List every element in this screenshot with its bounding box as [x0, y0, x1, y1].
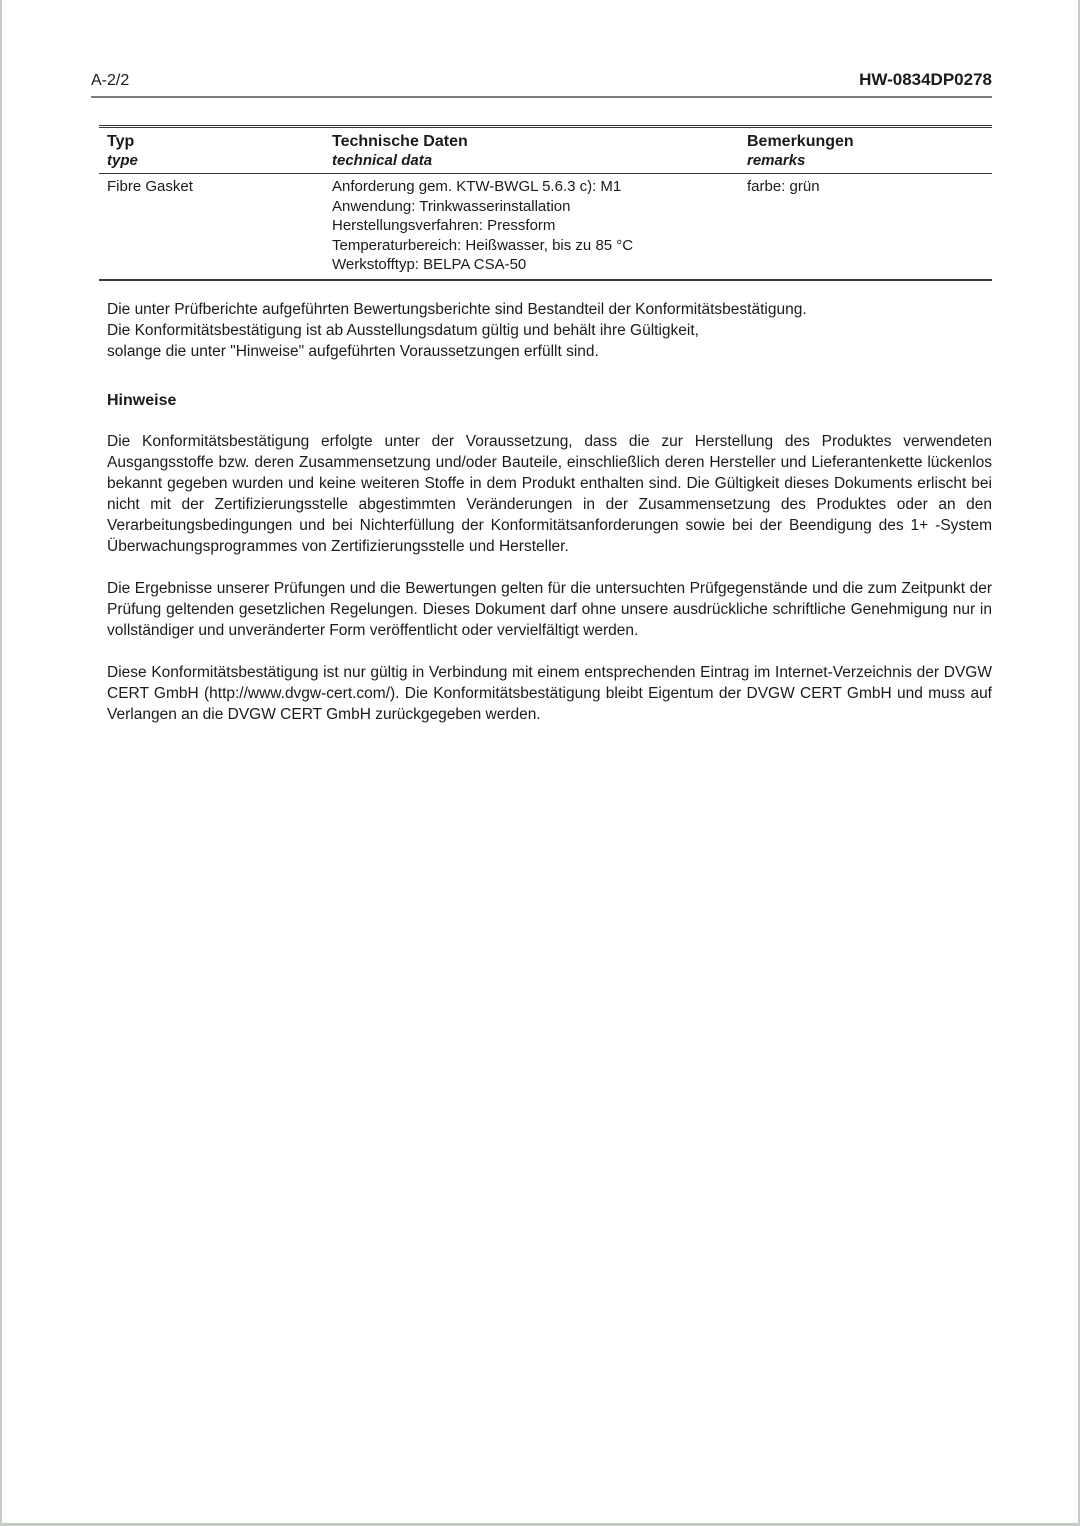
- page-number: A-2/2: [91, 72, 130, 89]
- column-header-label: Technische Daten: [332, 133, 468, 150]
- column-header-label: Typ: [107, 133, 135, 150]
- intro-line: Die Konformitätsbestätigung ist ab Ausstellungsdatum gültig und behält ihre Gültigkeit,: [107, 321, 699, 339]
- column-header-label: Bemerkungen: [747, 133, 854, 150]
- intro-line: solange die unter "Hinweise" aufgeführten Voraussetzungen erfüllt sind.: [107, 342, 599, 360]
- table-header-row: [99, 128, 992, 174]
- cell-technical-data: [332, 177, 747, 275]
- column-header-technische-daten: [332, 132, 747, 170]
- column-header-bemerkungen: [747, 132, 992, 170]
- document-page: [91, 0, 992, 725]
- technical-data-line: Anforderung gem. KTW-BWGL 5.6.3 c): M1: [332, 178, 622, 195]
- technical-data-line: Herstellungsverfahren: Pressform: [332, 217, 556, 234]
- page-header: [91, 0, 992, 98]
- technical-data-line: Temperaturbereich: Heißwasser, bis zu 85 °C: [332, 236, 634, 254]
- technical-data-table: [99, 125, 992, 281]
- technical-data-line: Anwendung: Trinkwasserinstallation: [332, 197, 571, 215]
- intro-paragraph: [107, 299, 992, 362]
- cell-remarks: farbe: grün: [747, 178, 820, 195]
- hinweise-paragraph-3: Diese Konformitätsbestätigung ist nur gültig in Verbindung mit einem entsprechenden Eintrag im Internet-Verzeichnis der DVGW CERT GmbH (http://www.dvgw-cert.com/). Die Konformitätsbestätigung bleibt Eigentum der DVGW CERT GmbH und muss auf Verlangen an die DVGW CERT GmbH zurückgegeben werden.: [107, 663, 992, 723]
- hinweise-heading: Hinweise: [107, 391, 177, 409]
- column-header-sublabel: type: [107, 152, 138, 169]
- column-header-sublabel: technical data: [332, 152, 433, 169]
- table-row: [99, 174, 992, 281]
- document-id: HW-0834DP0278: [859, 70, 992, 89]
- column-header-typ: [99, 132, 332, 170]
- technical-data-line: Werkstofftyp: BELPA CSA-50: [332, 256, 527, 273]
- column-header-sublabel: remarks: [747, 152, 806, 169]
- hinweise-paragraph-2: Die Ergebnisse unserer Prüfungen und die Bewertungen gelten für die untersuchten Prüfgegenstände und die zum Zeitpunkt der Prüfung geltenden gesetzlichen Regelungen. Dieses Dokument darf ohne unsere ausdrückliche schriftliche Genehmigung nur in vollständiger und unveränderter Form veröffentlicht oder vervielfältigt werden.: [107, 579, 992, 639]
- hinweise-paragraph-1: Die Konformitätsbestätigung erfolgte unter der Voraussetzung, dass die zur Herstellung des Produktes verwendeten Ausgangsstoffe bzw. deren Zusammensetzung und/oder Bauteile, einschließlich deren Hersteller und Lieferantenkette lückenlos bekannt gegeben wurden und keine weiteren Stoffe in dem Produkt enthalten sind. Die Gültigkeit dieses Dokuments erlischt bei nicht mit der Zertifizierungsstelle abgestimmten Veränderungen in der Zusammensetzung des Produktes oder an den Verarbeitungsbedingungen und bei Nichterfüllung der Konformitätsanforderungen sowie bei der Beendigung des 1+ -System Überwachungsprogrammes von Zertifizierungsstelle und Hersteller.: [107, 432, 992, 555]
- cell-type: Fibre Gasket: [107, 178, 193, 195]
- intro-line: Die unter Prüfberichte aufgeführten Bewertungsberichte sind Bestandteil der Konformitätsbestätigung.: [107, 300, 807, 318]
